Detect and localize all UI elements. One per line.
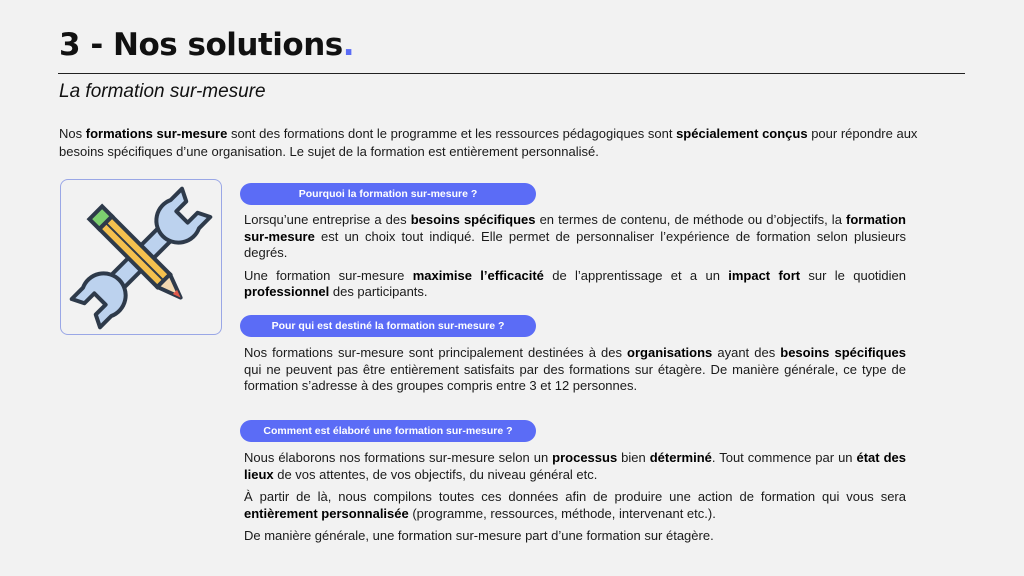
bold-text: processus [552, 450, 618, 465]
bold-text: organisations [627, 345, 713, 360]
title-dot: . [342, 27, 354, 63]
intro-bold: spécialement conçus [676, 126, 808, 141]
text: sur le quotidien [800, 267, 906, 283]
bold-text: formation sur-mesure [244, 212, 906, 244]
section-label-how: Comment est élaboré une formation sur-mesure ? [240, 420, 536, 442]
section-label-why: Pourquoi la formation sur-mesure ? [240, 183, 536, 205]
intro-text: Nos [59, 126, 86, 141]
paragraph [244, 450, 906, 483]
text: de l’apprentissage et a un [543, 267, 729, 283]
text: (programme, ressources, méthode, intervenant etc.). [408, 505, 716, 521]
paragraph [244, 212, 906, 262]
title-divider [58, 73, 965, 74]
paragraph [244, 268, 906, 301]
bold-text: professionnel [244, 284, 330, 299]
title-text: 3 - Nos solutions [59, 27, 343, 63]
text: de vos attentes, de vos objectifs, du niveau général etc. [273, 466, 598, 482]
text: Une formation sur-mesure [244, 267, 413, 283]
text: en termes de contenu, de méthode ou d’objectifs, la [535, 212, 847, 227]
text: est un choix tout indiqué. Elle permet de personnaliser l’expérience de formation selon plusieurs degrés. [244, 228, 906, 260]
intro-paragraph [59, 125, 929, 161]
paragraph: De manière générale, une formation sur-mesure part d’une formation sur étagère. [244, 528, 714, 543]
text: Lorsqu’une entreprise a des [244, 212, 411, 227]
section-label-who: Pour qui est destiné la formation sur-mesure ? [240, 315, 536, 337]
bold-text: entièrement personnalisée [244, 505, 409, 521]
pencil-and-wrench-icon [61, 180, 223, 336]
section-body-why [244, 212, 906, 307]
section-body-who [244, 345, 906, 401]
bold-text: impact fort [728, 267, 801, 283]
illustration-card [60, 179, 222, 335]
text: ayant des [712, 345, 781, 360]
text: Nous élaborons nos formations sur-mesure selon un [244, 450, 553, 465]
text: Nos formations sur-mesure sont principalement destinées à des [244, 345, 628, 360]
page-subtitle: La formation sur-mesure [59, 81, 266, 102]
text: . Tout commence par un [711, 450, 857, 465]
page-title [59, 27, 354, 63]
paragraph [244, 345, 906, 395]
text: qui ne peuvent pas être entièrement satisfaits par des formations sur étagère. De manière générale, ce type de formation s’adresse à des groupes compris entre 3 et 12 personnes. [244, 361, 906, 393]
bold-text: maximise l’efficacité [412, 267, 544, 283]
paragraph [244, 489, 906, 522]
text: des participants. [329, 284, 428, 299]
section-body-how [244, 450, 906, 551]
bold-text: état des lieux [244, 450, 906, 482]
bold-text: besoins spécifiques [410, 212, 536, 227]
intro-bold: formations sur-mesure [85, 126, 228, 141]
bold-text: besoins spécifiques [780, 345, 906, 360]
text: À partir de là, nous compilons toutes ces données afin de produire une action de formation qui vous sera [244, 489, 906, 504]
intro-text: pour répondre aux besoins spécifiques d’une organisation. Le sujet de la formation est entièrement personnalisé. [59, 126, 918, 159]
bold-text: déterminé [649, 450, 712, 465]
text: bien [617, 450, 650, 465]
intro-text: sont des formations dont le programme et les ressources pédagogiques sont [227, 126, 677, 141]
